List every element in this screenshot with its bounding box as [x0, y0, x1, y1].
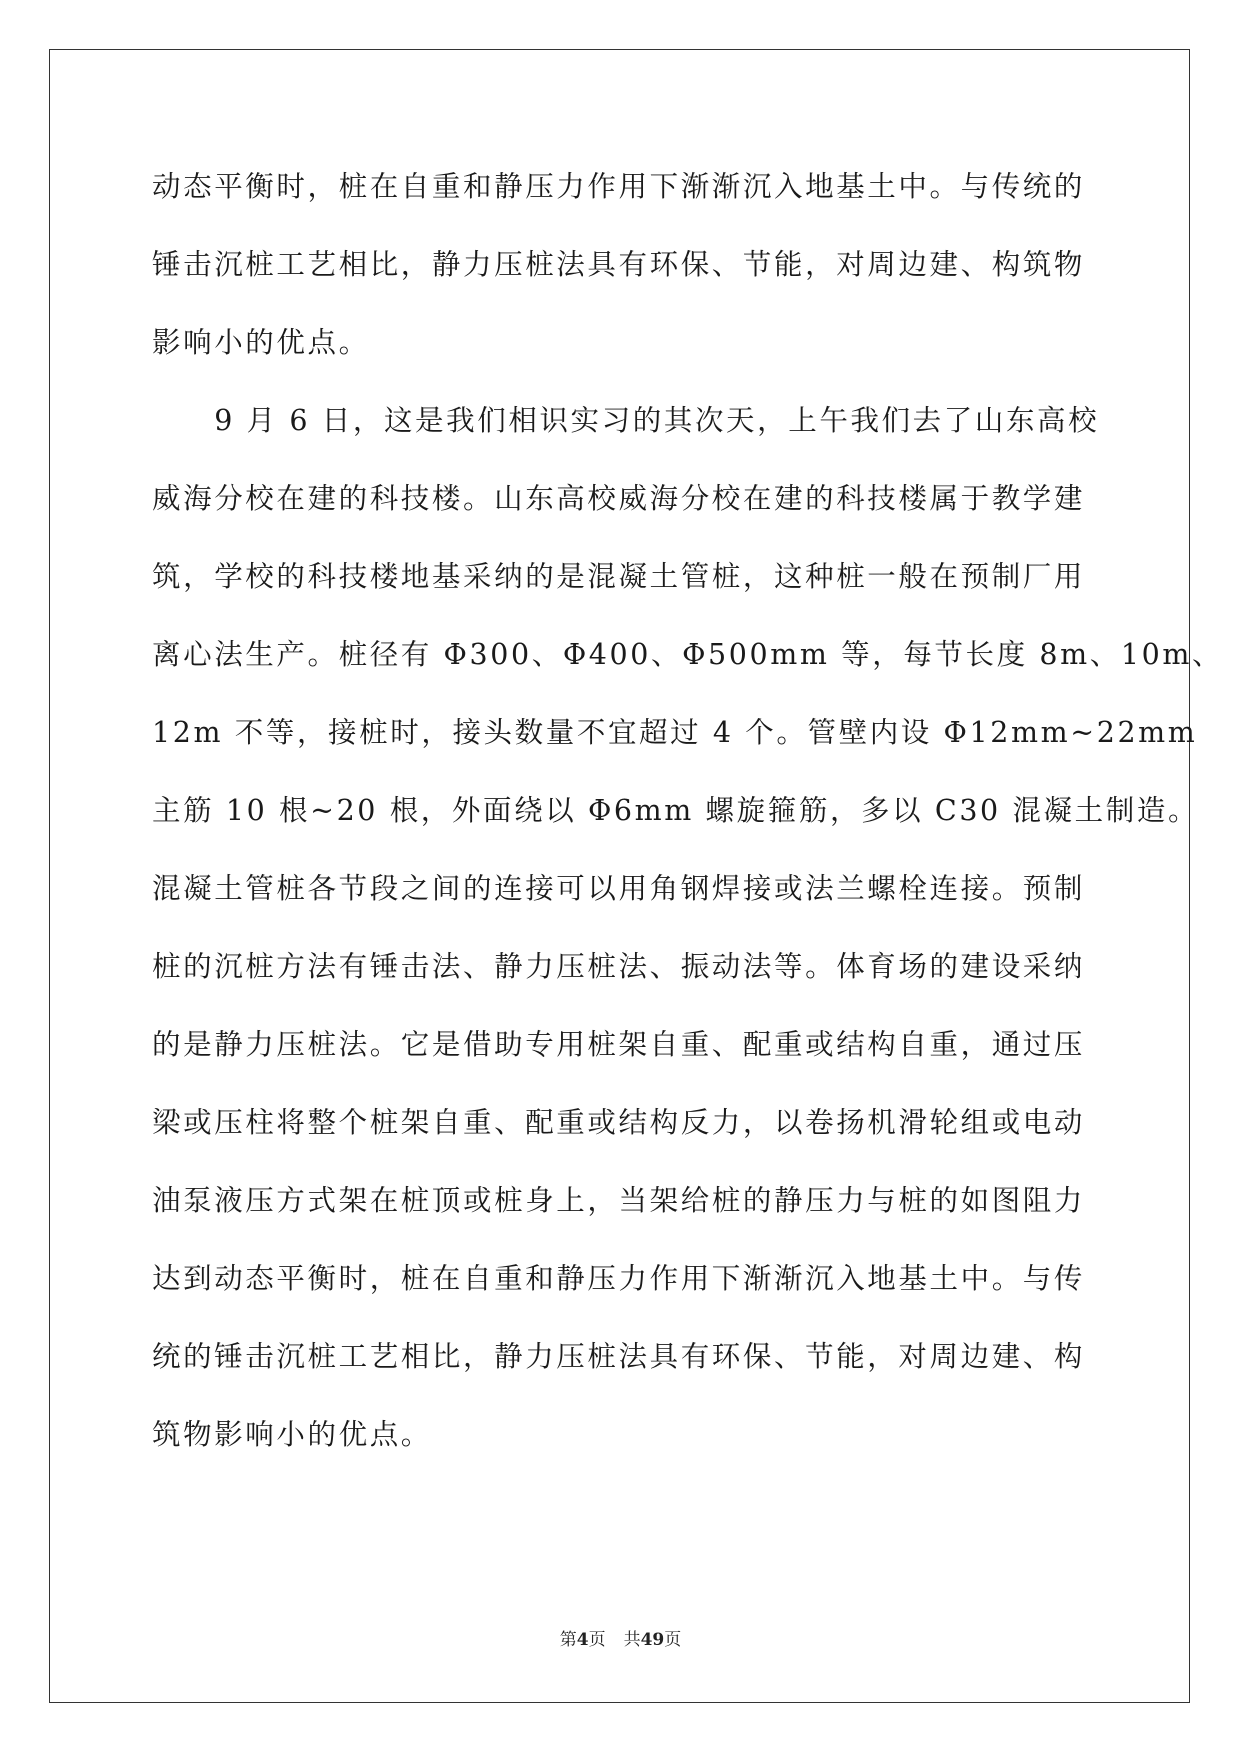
total-prefix: 共: [623, 1630, 641, 1650]
text-line: 动态平衡时，桩在自重和静压力作用下渐渐沉入地基土中。与传统的: [152, 170, 1086, 203]
text-line: 梁或压柱将整个桩架自重、配重或结构反力，以卷扬机滑轮组或电动: [152, 1106, 1086, 1139]
total-page-count: 49: [640, 1630, 665, 1650]
text-line: 12m 不等，接桩时，接头数量不宜超过 4 个。管壁内设 Φ12mm~22mm: [152, 716, 1198, 749]
text-line: 达到动态平衡时，桩在自重和静压力作用下渐渐沉入地基土中。与传: [152, 1262, 1086, 1295]
page-footer: [0, 1629, 1241, 1651]
text-line: 筑，学校的科技楼地基采纳的是混凝土管桩，这种桩一般在预制厂用: [152, 560, 1086, 593]
page-prefix: 第: [559, 1630, 577, 1650]
total-unit: 页: [664, 1630, 682, 1650]
text-line: 统的锤击沉桩工艺相比，静力压桩法具有环保、节能，对周边建、构: [152, 1340, 1086, 1373]
text-line: 影响小的优点。: [152, 326, 370, 359]
text-line: 油泵液压方式架在桩顶或桩身上，当架给桩的静压力与桩的如图阻力: [152, 1184, 1086, 1217]
text-line: 桩的沉桩方法有锤击法、静力压桩法、振动法等。体育场的建设采纳: [152, 950, 1086, 983]
page-unit: 页: [588, 1630, 606, 1650]
text-line: 威海分校在建的科技楼。山东高校威海分校在建的科技楼属于教学建: [152, 482, 1086, 515]
text-line: 离心法生产。桩径有 Φ300、Φ400、Φ500mm 等，每节长度 8m、10m、: [152, 638, 1224, 671]
current-page-number: 4: [576, 1630, 589, 1650]
paragraph-start-line: 9 月 6 日，这是我们相识实习的其次天，上午我们去了山东高校: [152, 404, 1100, 437]
document-body: [152, 162, 1224, 1488]
text-line: 混凝土管桩各节段之间的连接可以用角钢焊接或法兰螺栓连接。预制: [152, 872, 1086, 905]
text-line: 锤击沉桩工艺相比，静力压桩法具有环保、节能，对周边建、构筑物: [152, 248, 1086, 281]
text-line: 筑物影响小的优点。: [152, 1418, 432, 1451]
text-line: 的是静力压桩法。它是借助专用桩架自重、配重或结构自重，通过压: [152, 1028, 1086, 1061]
text-line: 主筋 10 根~20 根，外面绕以 Φ6mm 螺旋箍筋，多以 C30 混凝土制造。: [152, 794, 1200, 827]
